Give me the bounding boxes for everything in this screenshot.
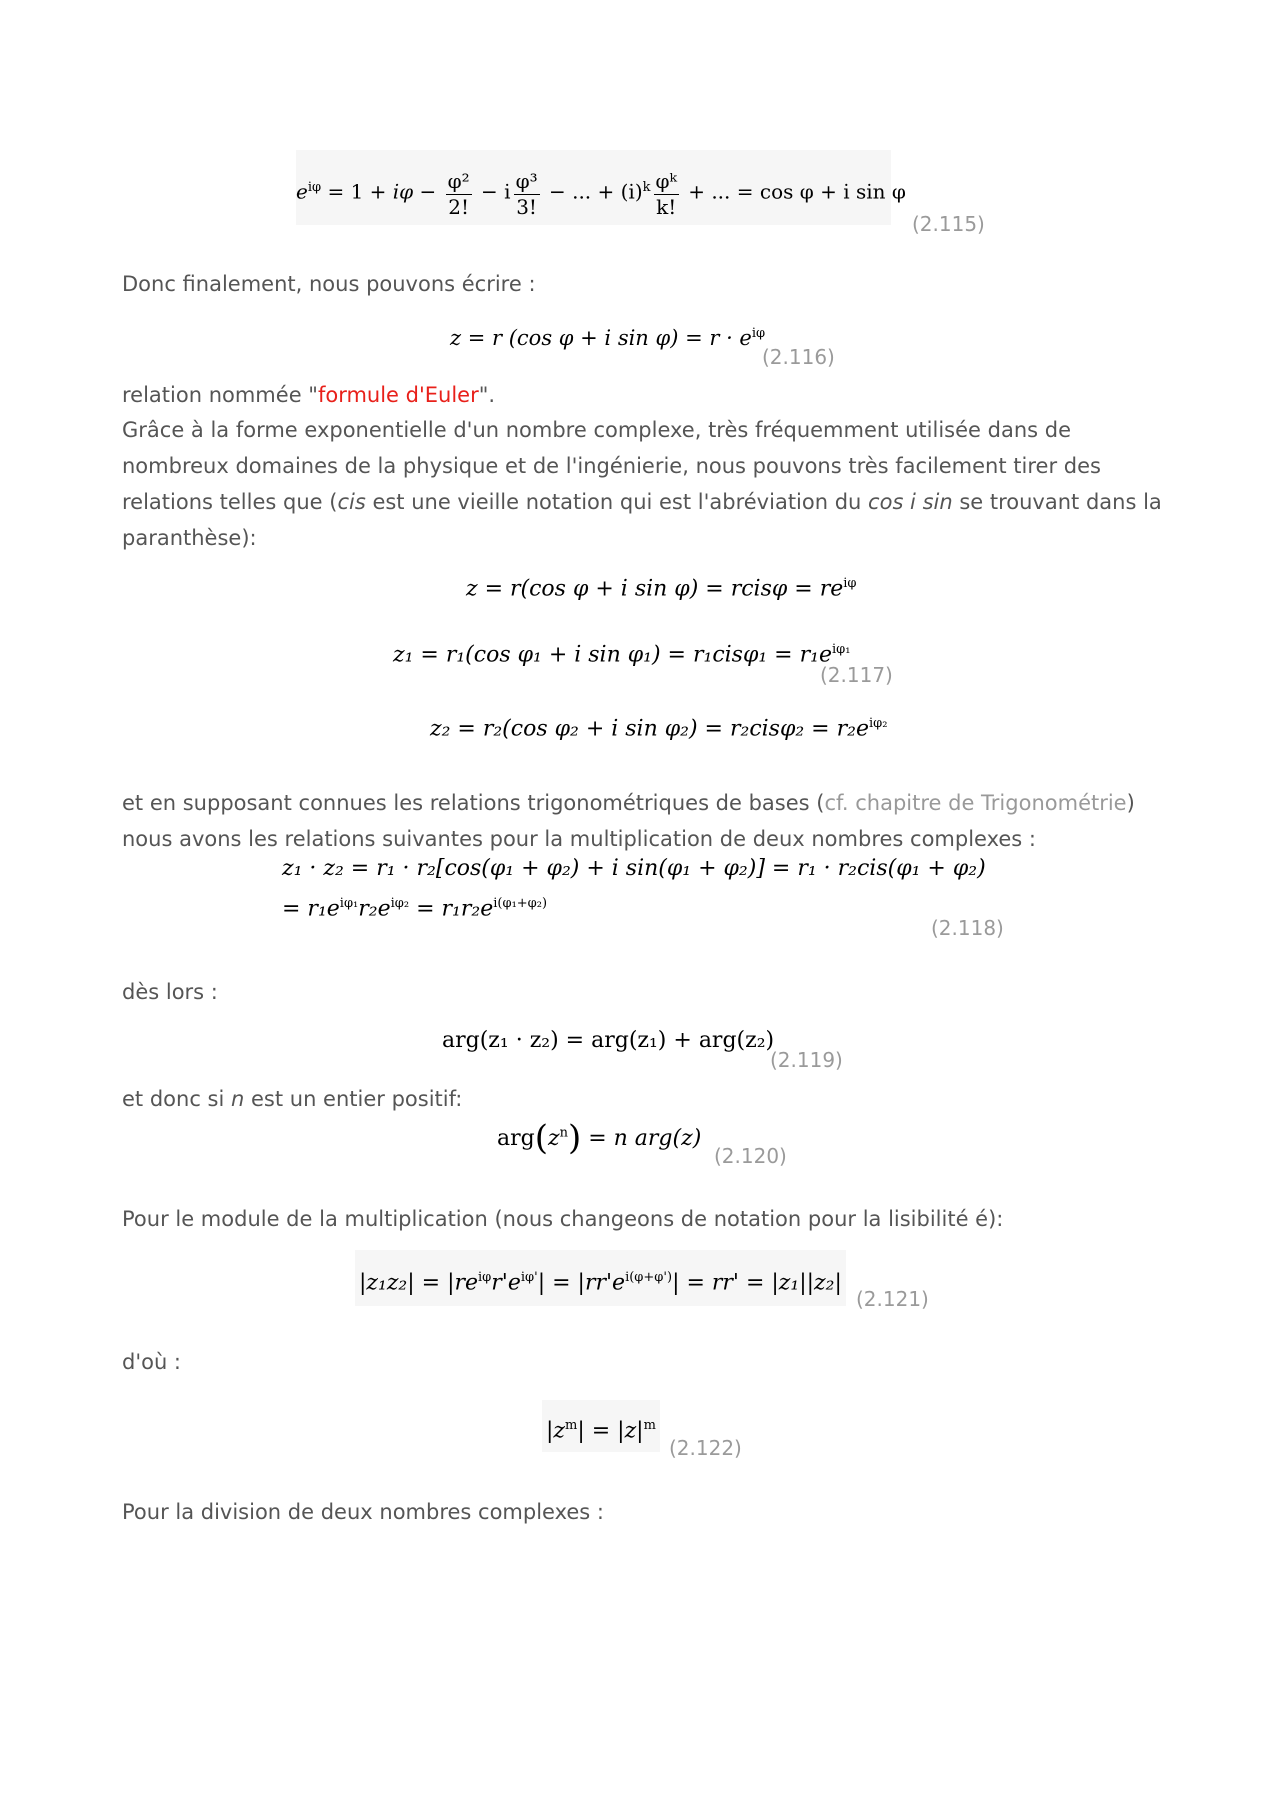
equation-2-117-line1: z = r(cos φ + i sin φ) = rcisφ = $re^{i\varphi}$ xyxy=(466,576,857,602)
equation-2-119: arg(z₁ · z₂) = arg(z₁) + arg(z₂) xyxy=(442,1028,775,1053)
paragraph-d-ou: d'où : xyxy=(122,1350,182,1374)
equation-number-2-115: (2.115) xyxy=(912,212,985,236)
equation-number-2-117: (2.117) xyxy=(820,663,893,687)
equation-number-2-116: (2.116) xyxy=(762,345,835,369)
equation-number-2-121: (2.121) xyxy=(856,1287,929,1311)
equation-2-118-line1: z₁ · z₂ = r₁ · r₂[cos(φ₁ + φ₂) + i sin(φ₁ + φ₂)] = r₁ · r₂cis(φ₁ + φ₂) xyxy=(282,856,986,881)
paragraph-division: Pour la division de deux nombres complexes : xyxy=(122,1500,604,1524)
paragraph-donc-finalement: Donc finalement, nous pouvons écrire : xyxy=(122,272,536,296)
equation-number-2-120: (2.120) xyxy=(714,1144,787,1168)
paragraph-relation-nommee: relation nommée "formule d'Euler". xyxy=(122,383,496,407)
equation-2-116: z = r (cos φ + i $\sin \varphi) = r \cdot e^{i\varphi}$ xyxy=(450,326,766,350)
paragraph-des-lors: dès lors : xyxy=(122,980,218,1004)
equation-number-2-122: (2.122) xyxy=(669,1436,742,1460)
euler-formula-link[interactable]: formule d'Euler xyxy=(317,383,479,407)
trigonometry-chapter-link[interactable]: cf. chapitre de Trigonométrie xyxy=(824,791,1127,815)
paragraph-relations-trigonometriques: et en supposant connues les relations trigonométriques de bases (cf. chapitre de Trigonométrie) nous avons les relations suivantes pour la multiplication de deux nombres complexes : xyxy=(122,791,1135,851)
equation-2-118-line2: = $r_1e^{i\varphi_1}r_2e^{i\varphi_2} = r_1r_2e^{i(\varphi_1+\varphi_2)}$ xyxy=(282,896,548,922)
equation-number-2-118: (2.118) xyxy=(931,916,1004,940)
equation-number-2-119: (2.119) xyxy=(770,1048,843,1072)
equation-2-117-line2: z₁ = r₁(cos φ₁ + i $\sin \varphi_1) = r_1cis\varphi_1 = r_1e^{i\varphi_1}$ xyxy=(393,642,851,668)
equation-2-122: $|z^m| = |z|^m$ xyxy=(542,1400,660,1452)
paragraph-forme-exponentielle: Grâce à la forme exponentielle d'un nombre complexe, très fréquemment utilisée dans de nombreux domaines de la physique et de l'ingénierie, nous pouvons très facilement tirer des relations telles que (cis est une vieille notation qui est l'abréviation du cos i sin se trouvant dans la paranthèse): xyxy=(122,418,1162,550)
paragraph-module-multiplication: Pour le module de la multiplication (nous changeons de notation pour la lisibilité é): xyxy=(122,1207,1004,1231)
equation-2-115: $e^{i\varphi} = 1 + i\varphi$ − $\frac{\text{φ²}}{2!}$ − i $\frac{\text{φ³}}{3!}$ − ... + $(i)^k$ $\frac{\text{φᵏ}}{k!}$ + ... = cos φ + i sin φ xyxy=(296,150,891,225)
equation-2-117-line3: z₂ = r₂(cos φ₂ + i $\sin \varphi_2) = r_2cis\varphi_2 = r_2e^{i\varphi_2}$ xyxy=(430,716,888,742)
equation-2-120: $arg(z^n) = n$ arg(z) xyxy=(497,1118,702,1158)
paragraph-entier-positif: et donc si n est un entier positif: xyxy=(122,1087,463,1111)
equation-2-121: $|z_1z_2| = |re^{i\varphi}r'e^{i\varphi'}| = |rr'e^{i(\varphi+\varphi')}| = rr' = |z_1||z_2|$ xyxy=(355,1250,846,1306)
